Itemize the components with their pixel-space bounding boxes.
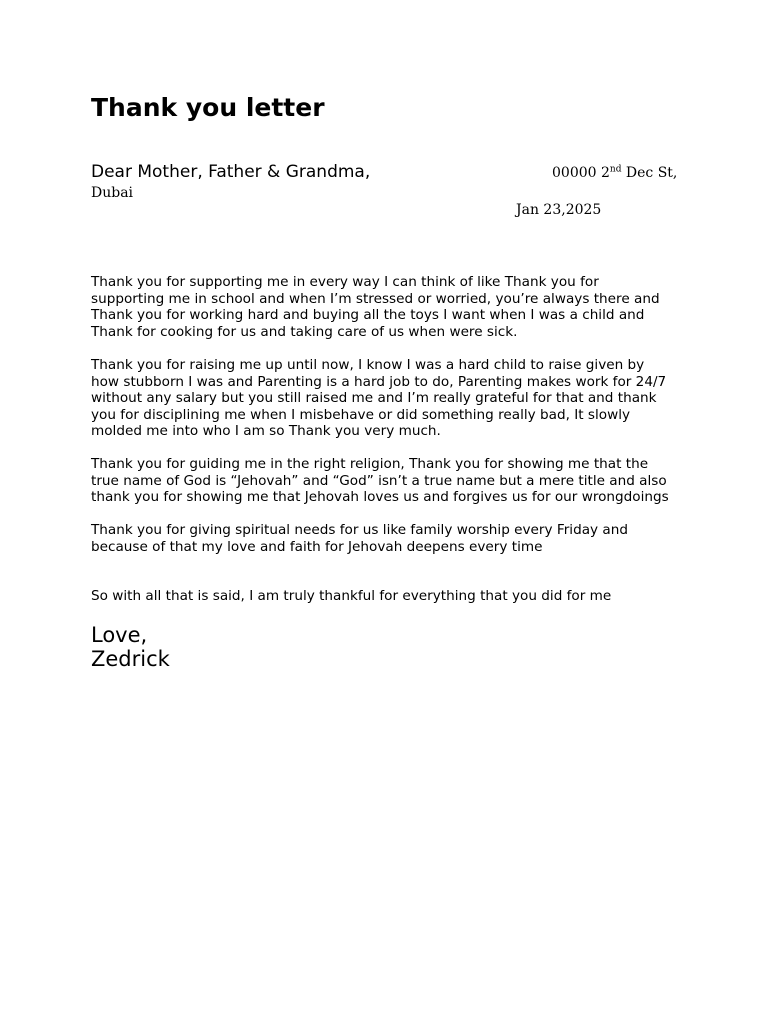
paragraph-line: molded me into who I am so Thank you very much. <box>91 423 441 439</box>
paragraph-line: because of that my love and faith for Jehovah deepens every time <box>91 538 543 555</box>
paragraph-3 <box>91 456 691 506</box>
salutation: Dear Mother, Father & Grandma, <box>91 162 371 182</box>
paragraph-line: Thank you for working hard and buying all the toys I want when I was a child and <box>91 307 645 323</box>
address-line-1-start: 00000 2 <box>552 165 610 181</box>
paragraph-line: without any salary but you still raised me and I’m really grateful for that and thank <box>91 390 657 406</box>
paragraph-line: supporting me in school and when I’m stressed or worried, you’re always there and <box>91 290 660 307</box>
paragraph-5 <box>91 588 691 605</box>
paragraph-line: Thank you for raising me up until now, I know I was a hard child to raise given by <box>91 357 645 373</box>
paragraph-line: Thank for cooking for us and taking care of us when were sick. <box>91 323 518 340</box>
page-title: Thank you letter <box>91 93 325 122</box>
paragraph-line: true name of God is “Jehovah” and “God” isn’t a true name but a mere title and also <box>91 472 667 489</box>
address-line-1 <box>552 164 677 182</box>
paragraph-line: So with all that is said, I am truly thankful for everything that you did for me <box>91 588 612 604</box>
paragraph-2 <box>91 357 691 440</box>
closing: Love, <box>91 623 148 647</box>
paragraph-line: Thank you for guiding me in the right religion, Thank you for showing me that the <box>91 456 649 472</box>
paragraph-line: Thank you for supporting me in every way I can think of like Thank you for <box>91 274 599 290</box>
signature-name: Zedrick <box>91 647 170 671</box>
paragraph-line: thank you for showing me that Jehovah loves us and forgives us for our wrongdoings <box>91 489 669 505</box>
paragraph-4 <box>91 522 691 555</box>
paragraph-line: Thank you for giving spiritual needs for us like family worship every Friday and <box>91 522 628 538</box>
paragraph-line: you for disciplining me when I misbehave or did something really bad, It slowly <box>91 406 631 423</box>
paragraph-1 <box>91 274 691 340</box>
paragraph-line: how stubborn I was and Parenting is a hard job to do, Parenting makes work for 24/7 <box>91 373 667 390</box>
address-ordinal-suffix: nd <box>609 164 622 175</box>
address-line-1-end: Dec St, <box>621 165 678 181</box>
letter-date: Jan 23,2025 <box>516 202 602 218</box>
address-line-2: Dubai <box>91 185 134 201</box>
